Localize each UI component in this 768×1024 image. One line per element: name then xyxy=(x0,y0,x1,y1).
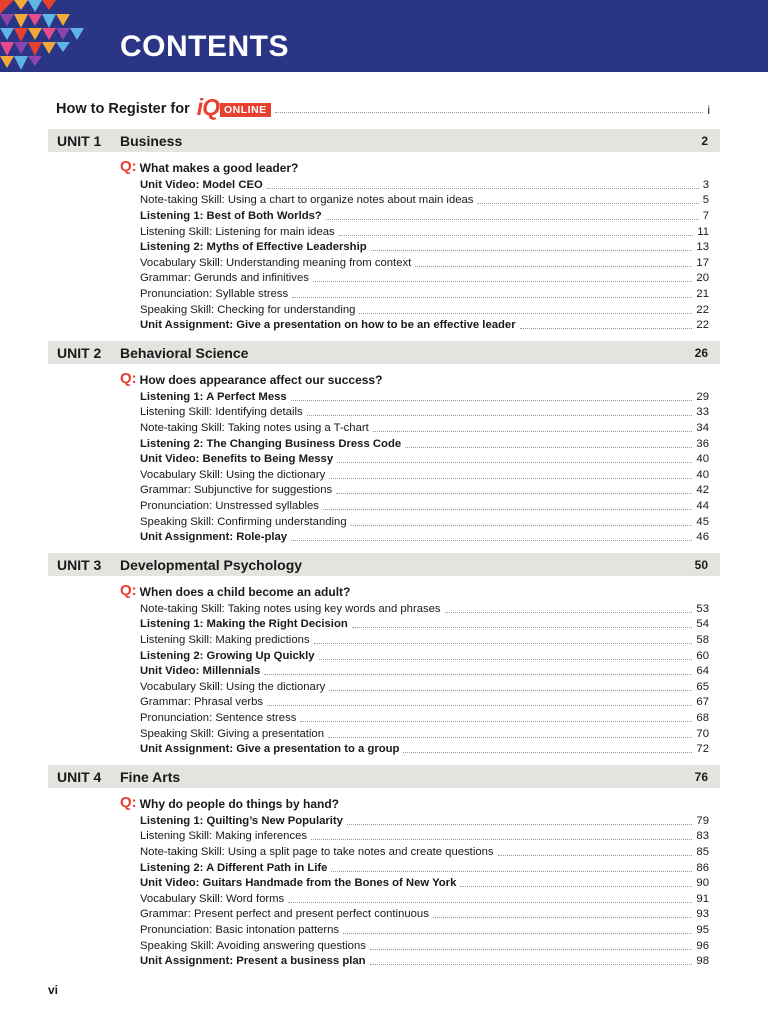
dot-leader xyxy=(373,431,693,432)
toc-entry xyxy=(140,286,709,302)
toc-entry-page: 58 xyxy=(696,633,709,646)
footer-page-number: vi xyxy=(48,983,59,997)
toc-entry xyxy=(140,741,709,757)
dot-leader xyxy=(403,752,692,753)
toc-entry-label: Unit Video: Model CEO xyxy=(140,178,263,191)
toc-entry-page: 96 xyxy=(696,939,709,952)
toc-entry xyxy=(140,223,709,239)
toc-entry-page: 60 xyxy=(696,649,709,662)
unit-page: 26 xyxy=(694,345,708,360)
unit-title: Behavioral Science xyxy=(120,344,249,361)
toc-entry-label: Pronunciation: Unstressed syllables xyxy=(140,500,319,513)
unit-question xyxy=(120,369,382,387)
toc-entry-label: Listening 1: A Perfect Mess xyxy=(140,390,287,403)
dot-leader xyxy=(319,659,693,660)
toc-entry xyxy=(140,176,709,192)
toc-entry xyxy=(140,922,709,938)
dot-leader xyxy=(329,690,692,691)
dot-leader xyxy=(359,313,692,314)
unit-header xyxy=(48,129,720,152)
question-icon: Q: xyxy=(120,582,137,599)
toc-entry xyxy=(140,239,709,255)
dot-leader xyxy=(520,328,693,329)
toc-entry-label: Speaking Skill: Giving a presentation xyxy=(140,727,324,740)
question-icon: Q: xyxy=(120,158,137,175)
toc-entry xyxy=(140,466,709,482)
toc-entry xyxy=(140,482,709,498)
register-page: i xyxy=(707,103,710,117)
dot-leader xyxy=(433,917,693,918)
dot-leader xyxy=(314,643,693,644)
toc-entry-label: Grammar: Gerunds and infinitives xyxy=(140,272,309,285)
toc-entry-label: Grammar: Subjunctive for suggestions xyxy=(140,484,333,497)
dot-leader xyxy=(370,949,693,950)
dot-leader xyxy=(292,297,692,298)
toc-entry-label: Vocabulary Skill: Using the dictionary xyxy=(140,468,326,481)
toc-entry-label: Vocabulary Skill: Word forms xyxy=(140,892,285,905)
toc-entry-label: Listening 2: The Changing Business Dress Code xyxy=(140,437,402,450)
toc-entry-page: 93 xyxy=(696,908,709,921)
toc-entry-page: 42 xyxy=(696,484,709,497)
toc-entry xyxy=(140,647,709,663)
toc-entry-label: Listening 2: Myths of Effective Leadership xyxy=(140,241,367,254)
toc-entry-page: 29 xyxy=(696,390,709,403)
toc-entry-label: Note-taking Skill: Taking notes using key words and phrases xyxy=(140,602,441,615)
dot-leader xyxy=(300,721,692,722)
toc-entry-page: 91 xyxy=(696,892,709,905)
register-line xyxy=(56,94,710,120)
dot-leader xyxy=(405,447,692,448)
dot-leader xyxy=(336,493,692,494)
toc-entry-page: 21 xyxy=(696,288,709,301)
toc-entry-page: 46 xyxy=(696,531,709,544)
toc-entry-page: 79 xyxy=(696,814,709,827)
toc-entry xyxy=(140,616,709,632)
toc-entry xyxy=(140,301,709,317)
toc-entry-page: 98 xyxy=(696,955,709,968)
dot-leader xyxy=(370,964,693,965)
toc-entry-page: 40 xyxy=(696,453,709,466)
toc-entry-label: Note-taking Skill: Taking notes using a T-chart xyxy=(140,421,369,434)
unit-title: Business xyxy=(120,132,183,149)
dot-leader xyxy=(347,824,692,825)
toc-entry-page: 33 xyxy=(696,406,709,419)
toc-entry-label: Listening Skill: Making inferences xyxy=(140,830,308,843)
dot-leader xyxy=(264,674,692,675)
toc-entry-label: Unit Video: Benefits to Being Messy xyxy=(140,453,334,466)
unit-number: UNIT 4 xyxy=(57,768,102,785)
unit-question xyxy=(120,581,350,599)
toc-entry-page: 5 xyxy=(702,194,709,207)
toc-entry-page: 70 xyxy=(696,727,709,740)
toc-entry-label: Grammar: Phrasal verbs xyxy=(140,696,264,709)
toc-entry-page: 90 xyxy=(696,877,709,890)
toc-entry-page: 20 xyxy=(696,272,709,285)
unit-header xyxy=(48,341,720,364)
toc-entry-label: Unit Video: Millennials xyxy=(140,665,261,678)
toc-entry xyxy=(140,529,709,545)
toc-entry xyxy=(140,725,709,741)
dot-leader xyxy=(275,112,704,113)
toc-entry-page: 40 xyxy=(696,468,709,481)
unit-title: Fine Arts xyxy=(120,768,181,785)
toc-entry xyxy=(140,419,709,435)
toc-entry xyxy=(140,317,709,333)
toc-entry-page: 95 xyxy=(696,924,709,937)
toc-entry-page: 17 xyxy=(696,256,709,269)
toc-entry-label: Unit Assignment: Give a presentation to a group xyxy=(140,743,400,756)
toc-entry xyxy=(140,953,709,969)
toc-entry-page: 72 xyxy=(696,743,709,756)
question-text: How does appearance affect our success? xyxy=(139,373,383,387)
question-text: When does a child become an adult? xyxy=(139,585,351,599)
dot-leader xyxy=(328,737,692,738)
toc-entry xyxy=(140,875,709,891)
toc-entry-label: Note-taking Skill: Using a split page to take notes and create questions xyxy=(140,845,494,858)
dot-leader xyxy=(323,509,692,510)
toc-entry-page: 65 xyxy=(696,680,709,693)
toc-entry-label: Pronunciation: Syllable stress xyxy=(140,288,289,301)
toc-entry-page: 22 xyxy=(696,319,709,332)
toc-entry-label: Speaking Skill: Avoiding answering questions xyxy=(140,939,366,952)
dot-leader xyxy=(460,886,692,887)
dot-leader xyxy=(329,478,692,479)
toc-entry xyxy=(140,937,709,953)
toc-entry-page: 83 xyxy=(696,830,709,843)
toc-entry xyxy=(140,906,709,922)
toc-entry-page: 34 xyxy=(696,421,709,434)
toc-entry-label: Listening Skill: Making predictions xyxy=(140,633,310,646)
dot-leader xyxy=(291,400,693,401)
toc-entry-page: 11 xyxy=(697,225,709,238)
toc-entry-label: Listening 2: A Different Path in Life xyxy=(140,861,328,874)
toc-entry-label: Note-taking Skill: Using a chart to organize notes about main ideas xyxy=(140,194,474,207)
dot-leader xyxy=(352,627,693,628)
toc-entry-label: Unit Assignment: Give a presentation on how to be an effective leader xyxy=(140,319,516,332)
toc-entry xyxy=(140,890,709,906)
dot-leader xyxy=(313,281,693,282)
toc-entry-label: Grammar: Present perfect and present perfect continuous xyxy=(140,908,429,921)
toc-entry-label: Listening Skill: Identifying details xyxy=(140,406,303,419)
toc-entry-label: Vocabulary Skill: Understanding meaning from context xyxy=(140,256,412,269)
header-bar xyxy=(0,0,768,72)
dot-leader xyxy=(415,266,692,267)
dot-leader xyxy=(288,902,692,903)
toc-entry-label: Listening 1: Making the Right Decision xyxy=(140,618,348,631)
dot-leader xyxy=(326,219,699,220)
toc-entry xyxy=(140,710,709,726)
toc-entry-page: 85 xyxy=(696,845,709,858)
toc-entry-page: 22 xyxy=(696,303,709,316)
toc-entry xyxy=(140,388,709,404)
toc-entry-page: 44 xyxy=(696,500,709,513)
dot-leader xyxy=(339,235,694,236)
question-text: What makes a good leader? xyxy=(139,161,299,175)
toc-entry xyxy=(140,513,709,529)
toc-entry-label: Unit Assignment: Role-play xyxy=(140,531,288,544)
toc-entry-page: 45 xyxy=(696,515,709,528)
iq-online-logo xyxy=(196,94,271,120)
toc-entry-label: Speaking Skill: Confirming understanding xyxy=(140,515,347,528)
dot-leader xyxy=(267,705,692,706)
unit-number: UNIT 1 xyxy=(57,132,102,149)
toc-entry xyxy=(140,678,709,694)
toc-entry xyxy=(140,270,709,286)
toc-entry xyxy=(140,254,709,270)
toc-entry xyxy=(140,207,709,223)
toc-entry-label: Listening Skill: Listening for main ideas xyxy=(140,225,335,238)
unit-question xyxy=(120,793,339,811)
dot-leader xyxy=(311,839,692,840)
question-icon: Q: xyxy=(120,794,137,811)
toc-entry-page: 68 xyxy=(696,712,709,725)
dot-leader xyxy=(445,612,693,613)
toc-entry-page: 54 xyxy=(696,618,709,631)
dot-leader xyxy=(343,933,692,934)
toc-entry xyxy=(140,600,709,616)
toc-entry-label: Unit Assignment: Present a business plan xyxy=(140,955,366,968)
toc-entry xyxy=(140,859,709,875)
toc-entry xyxy=(140,192,709,208)
dot-leader xyxy=(477,203,698,204)
toc-entry-label: Pronunciation: Basic intonation patterns xyxy=(140,924,340,937)
unit-header xyxy=(48,765,720,788)
iq-logo-text: iQ xyxy=(196,94,220,120)
toc-entry xyxy=(140,498,709,514)
toc-entry-page: 36 xyxy=(696,437,709,450)
toc-entry xyxy=(140,404,709,420)
toc-entry-page: 7 xyxy=(702,209,709,222)
toc-entry xyxy=(140,435,709,451)
online-logo-text: ONLINE xyxy=(220,103,271,117)
register-label: How to Register for xyxy=(56,101,190,117)
dot-leader xyxy=(337,462,692,463)
question-icon: Q: xyxy=(120,370,137,387)
toc-entry-page: 67 xyxy=(696,696,709,709)
toc-entry-label: Pronunciation: Sentence stress xyxy=(140,712,297,725)
unit-page: 76 xyxy=(694,769,708,784)
page-title: CONTENTS xyxy=(120,30,289,63)
toc-entry-page: 3 xyxy=(702,178,709,191)
unit-number: UNIT 3 xyxy=(57,556,102,573)
toc-entry-label: Listening 2: Growing Up Quickly xyxy=(140,649,315,662)
unit-title: Developmental Psychology xyxy=(120,556,303,573)
toc-entry-label: Unit Video: Guitars Handmade from the Bones of New York xyxy=(140,877,457,890)
question-text: Why do people do things by hand? xyxy=(139,797,339,811)
dot-leader xyxy=(267,188,699,189)
toc-entry-label: Listening 1: Best of Both Worlds? xyxy=(140,209,322,222)
toc-entry-page: 86 xyxy=(696,861,709,874)
toc-entry xyxy=(140,631,709,647)
toc-entry-label: Speaking Skill: Checking for understanding xyxy=(140,303,356,316)
dot-leader xyxy=(307,415,693,416)
unit-header xyxy=(48,553,720,576)
dot-leader xyxy=(291,540,692,541)
dot-leader xyxy=(371,250,693,251)
unit-page: 2 xyxy=(701,133,708,148)
toc-entry xyxy=(140,694,709,710)
toc-entry-label: Vocabulary Skill: Using the dictionary xyxy=(140,680,326,693)
toc-entry xyxy=(140,843,709,859)
decorative-pattern xyxy=(0,0,84,72)
unit-question xyxy=(120,157,298,175)
dot-leader xyxy=(351,525,693,526)
dot-leader xyxy=(498,855,693,856)
toc-entry xyxy=(140,828,709,844)
unit-page: 50 xyxy=(694,557,708,572)
dot-leader xyxy=(331,871,692,872)
toc-entry-page: 64 xyxy=(696,665,709,678)
unit-number: UNIT 2 xyxy=(57,344,102,361)
toc-entry-label: Listening 1: Quilting’s New Popularity xyxy=(140,814,343,827)
toc-entry xyxy=(140,812,709,828)
toc-entry xyxy=(140,663,709,679)
toc-entry xyxy=(140,451,709,467)
toc-entry-page: 53 xyxy=(696,602,709,615)
toc-entry-page: 13 xyxy=(696,241,709,254)
